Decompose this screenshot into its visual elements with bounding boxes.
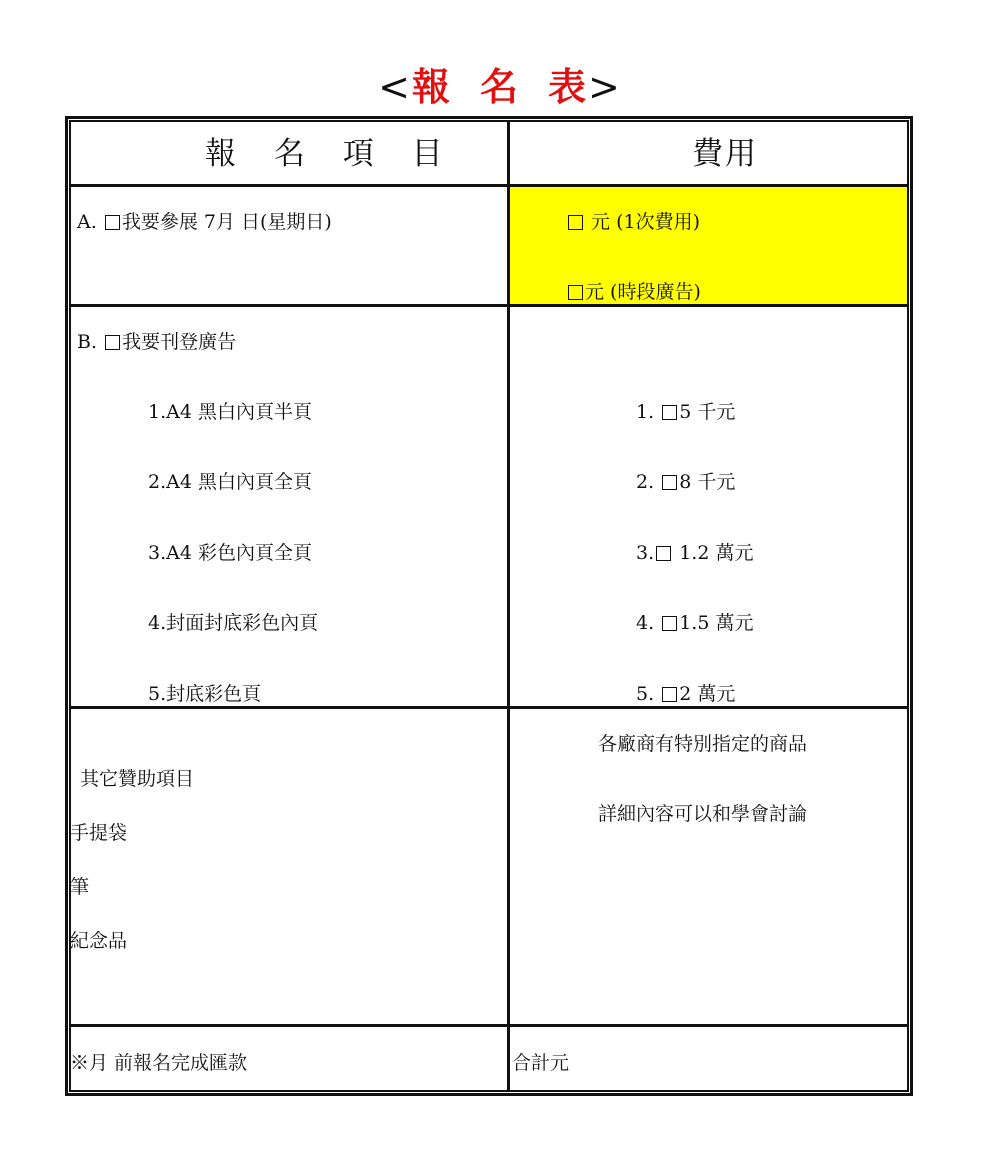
title-char-2: 名 <box>479 64 520 109</box>
row-divider-header <box>69 184 909 187</box>
checkbox-ad-fee-2[interactable] <box>662 475 677 490</box>
row-divider-a <box>69 304 909 307</box>
ad-option-label: 1.A4 黑白內頁半頁 <box>148 401 312 423</box>
title-char-3: 表 <box>548 64 589 109</box>
ad-fee-prefix: 3. <box>636 542 655 564</box>
ad-fee-option <box>636 541 753 565</box>
ad-option-label: 2.A4 黑白內頁全頁 <box>148 471 312 493</box>
payment-deadline: ※月 前報名完成匯款 <box>70 1052 248 1074</box>
checkbox-exhibit[interactable] <box>105 215 120 230</box>
section-b-label: 我要刊登廣告 <box>122 331 237 353</box>
ad-fee-option <box>636 611 753 635</box>
checkbox-ad-fee-5[interactable] <box>662 687 677 702</box>
checkbox-ad-fee-1[interactable] <box>662 405 677 420</box>
checkbox-fee-period[interactable] <box>568 285 583 300</box>
row-divider-c <box>69 1024 909 1027</box>
fee-once-label: 元 (1次費用) <box>591 211 701 233</box>
total-amount: 合計元 <box>512 1052 570 1074</box>
checkbox-fee-once[interactable] <box>568 215 583 230</box>
ad-fee-option <box>636 470 735 494</box>
ad-option-label: 3.A4 彩色內頁全頁 <box>148 542 312 564</box>
section-a-fee-1 <box>566 210 700 234</box>
column-divider <box>507 120 510 1092</box>
ad-fee-prefix: 1. <box>636 401 655 423</box>
ad-fee-option <box>636 400 735 424</box>
ad-fee-option <box>636 682 735 706</box>
section-a-item <box>77 210 332 234</box>
form-title <box>0 62 1000 112</box>
ad-fee-value: 2 萬元 <box>679 683 736 705</box>
ad-fee-value: 8 千元 <box>679 471 736 493</box>
ad-fee-prefix: 2. <box>636 471 655 493</box>
section-a-prefix: A. <box>77 211 97 233</box>
header-items: 報 名 項 目 <box>205 136 457 172</box>
header-fee: 費用 <box>692 136 758 172</box>
section-b-item <box>77 330 236 354</box>
sponsor-item: 筆 <box>70 876 90 898</box>
ad-fee-value: 5 千元 <box>679 401 736 423</box>
title-close-bracket: > <box>588 65 622 109</box>
ad-option-label: 5.封底彩色頁 <box>148 683 262 705</box>
sponsor-heading: 其它贊助項目 <box>80 768 195 790</box>
section-a-label: 我要參展 7月 日(星期日) <box>121 211 332 233</box>
section-a-fee-2 <box>566 280 701 304</box>
sponsor-item: 手提袋 <box>70 822 128 844</box>
ad-fee-value: 1.5 萬元 <box>679 612 754 634</box>
sponsor-note-1: 各廠商有特別指定的商品 <box>598 733 808 755</box>
sponsor-item: 紀念品 <box>70 930 128 952</box>
title-open-bracket: < <box>378 65 412 109</box>
ad-fee-value: 1.2 萬元 <box>679 542 754 564</box>
row-divider-b <box>69 706 909 709</box>
checkbox-ad-fee-3[interactable] <box>656 546 671 561</box>
ad-fee-prefix: 4. <box>636 612 655 634</box>
section-b-prefix: B. <box>77 331 98 353</box>
ad-fee-prefix: 5. <box>636 683 655 705</box>
sponsor-note-2: 詳細內容可以和學會討論 <box>598 803 808 825</box>
ad-option-label: 4.封面封底彩色內頁 <box>148 612 319 634</box>
fee-period-label: 元 (時段廣告) <box>585 281 701 303</box>
checkbox-advertise[interactable] <box>105 335 120 350</box>
title-char-1: 報 <box>411 64 452 109</box>
checkbox-ad-fee-4[interactable] <box>662 616 677 631</box>
